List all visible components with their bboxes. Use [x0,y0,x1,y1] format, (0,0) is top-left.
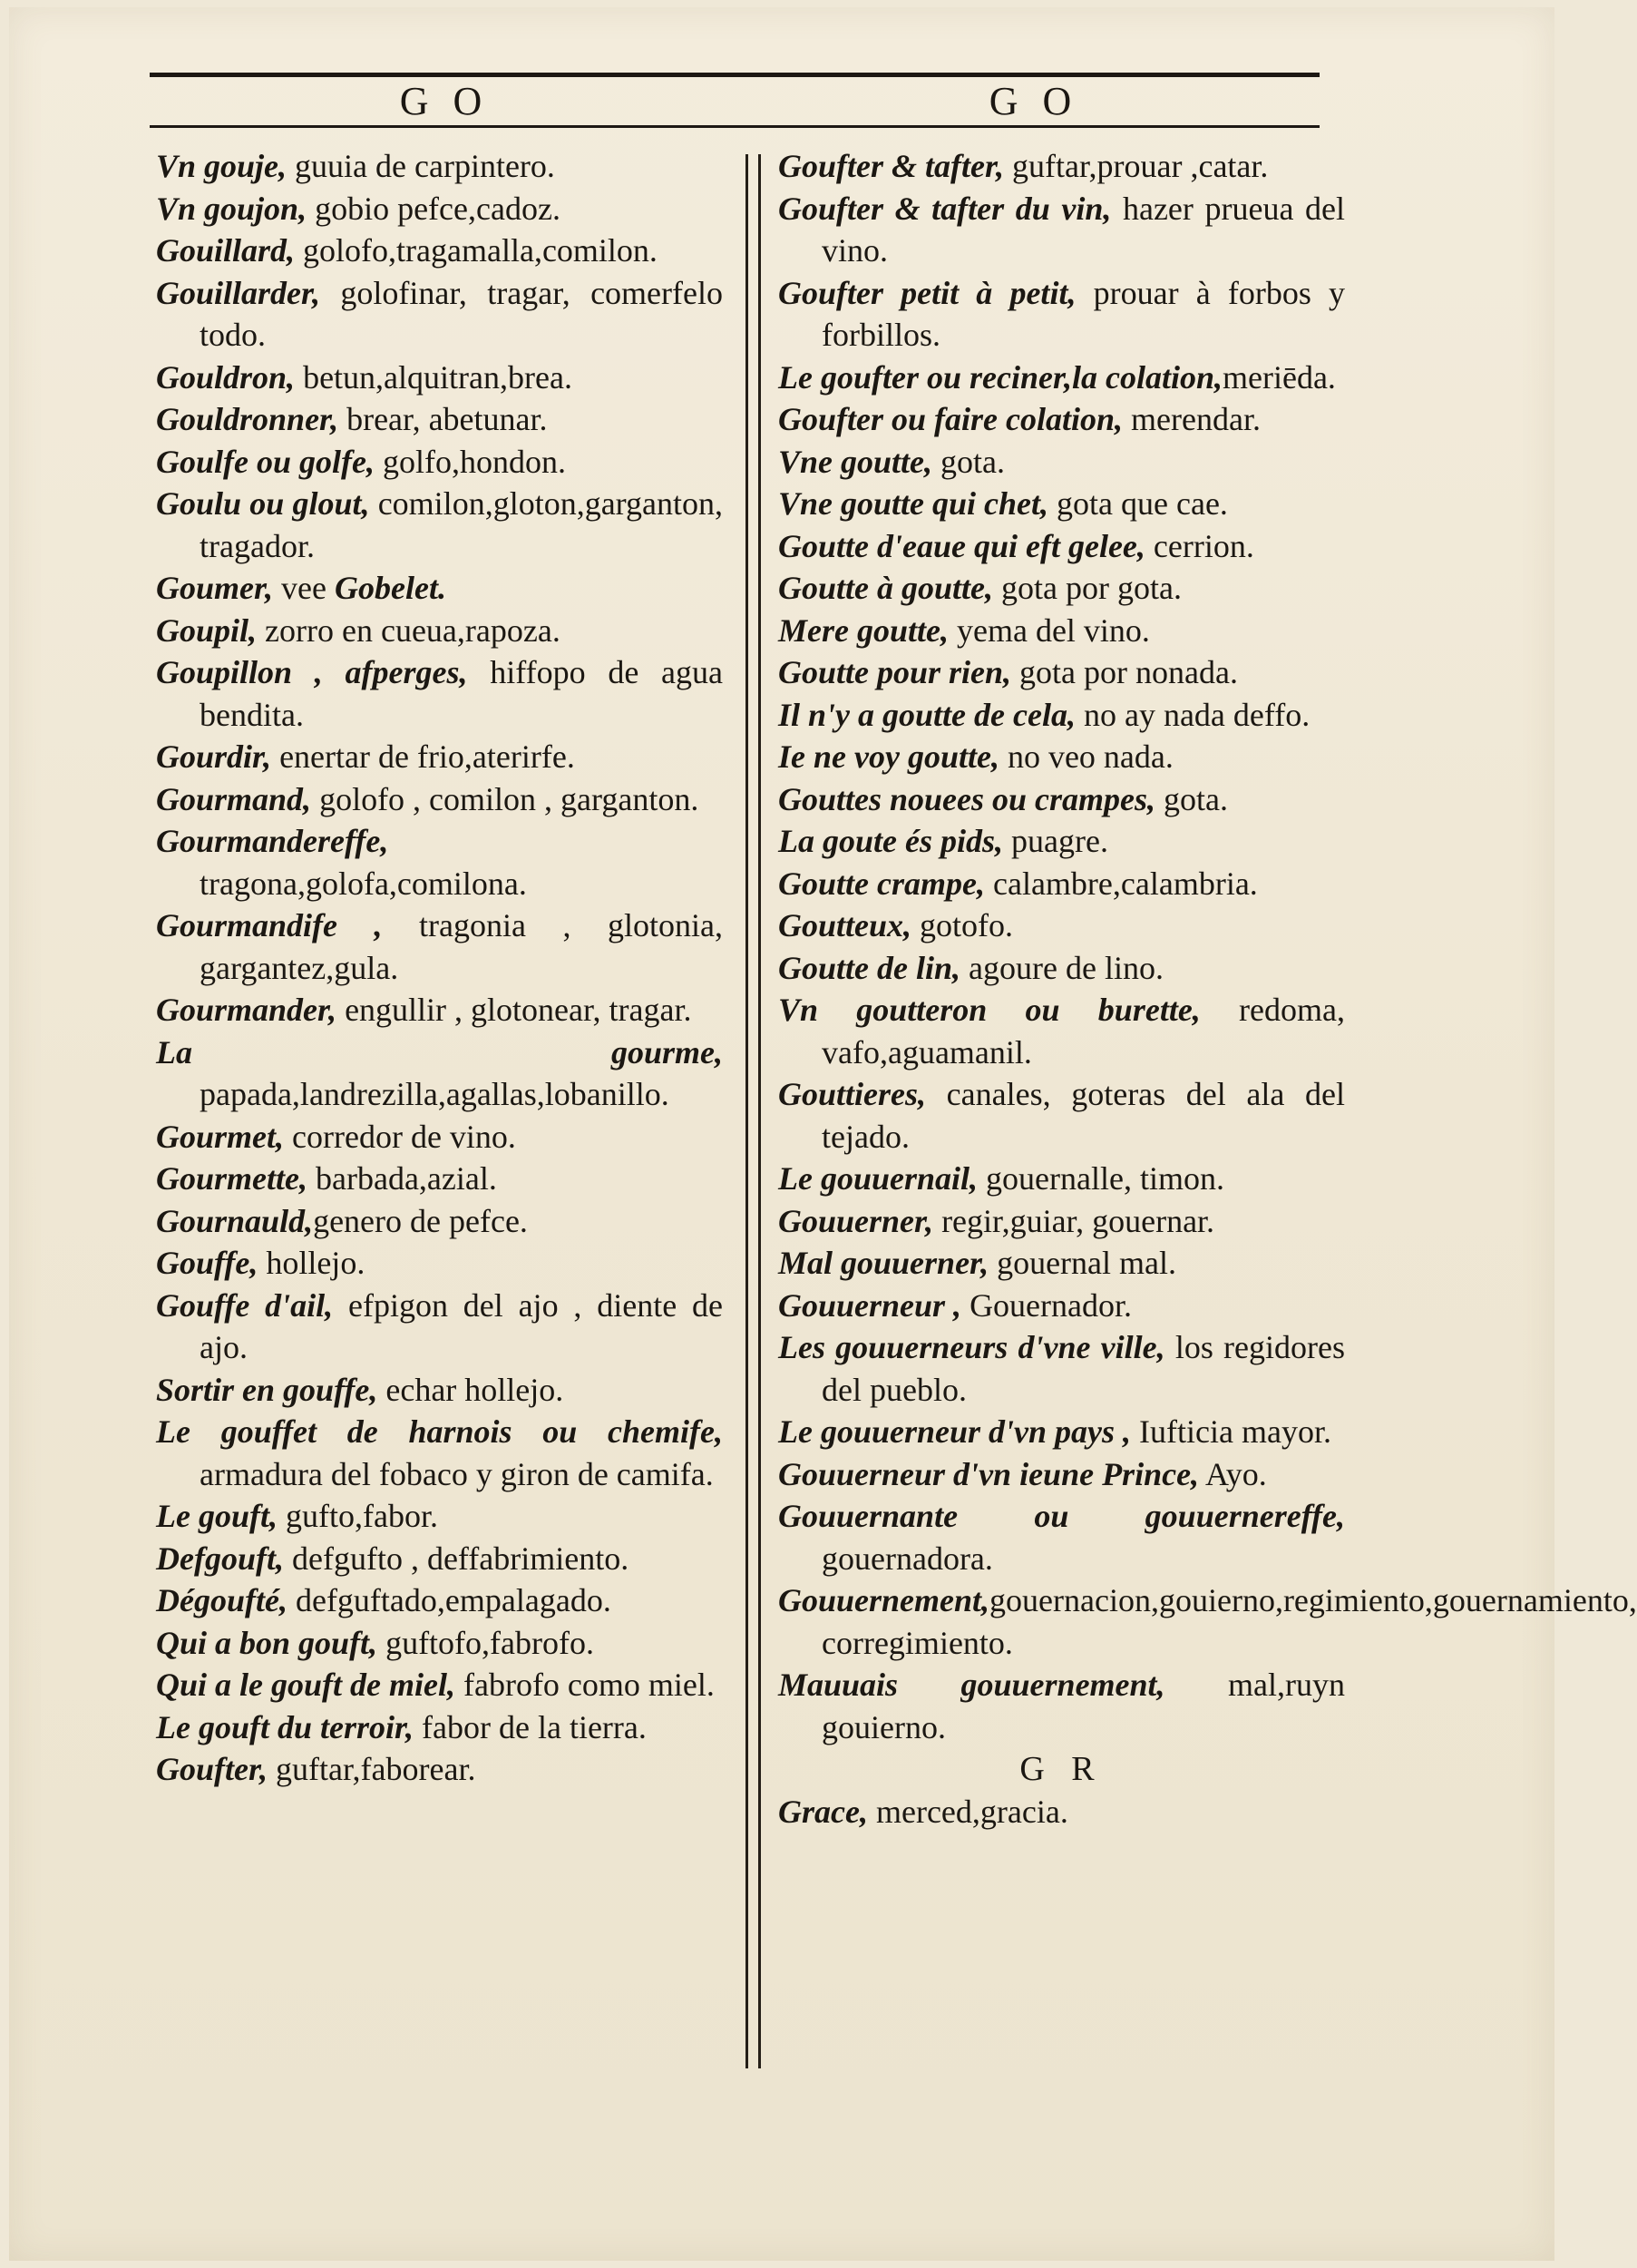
entry-translation: defgufto , deffabrimiento. [283,1540,629,1577]
entry-translation: golofinar, tragar, comerfelo todo. [200,274,723,353]
dictionary-entry [778,188,1345,272]
section-heading: G R [1019,1750,1104,1788]
entry-translation: corredor de vino. [284,1118,516,1155]
entry-headword: Gourmette, [156,1160,307,1197]
entry-headword: Gouuerner, [778,1202,934,1239]
column-divider-right [758,154,761,2068]
dictionary-entry [156,736,723,778]
dictionary-entry [156,1495,723,1538]
dictionary-entry [156,1031,723,1116]
dictionary-entry [778,1242,1345,1285]
dictionary-entry [778,1495,1345,1579]
entry-headword: Le goufter ou reciner,la colation, [778,358,1223,396]
entry-headword: Le gouft, [156,1498,278,1534]
entry-translation: Ayo. [1199,1455,1267,1492]
entry-translation: enertar de frio,aterirfe. [271,738,575,775]
entry-translation: hollejo. [258,1245,365,1281]
entry-translation: Gouernador. [961,1286,1133,1324]
entry-translation: gouernal mal. [989,1245,1177,1281]
entry-translation: gufto,fabor. [277,1498,438,1534]
entry-translation: zorro en cueua,rapoza. [257,611,560,649]
dictionary-entry [778,989,1345,1073]
entry-translation: guuia de carpintero. [287,148,555,184]
entry-translation: regir,guiar, gouernar. [933,1202,1215,1239]
dictionary-entry [156,1706,723,1749]
dictionary-entry [156,483,723,567]
entry-translation: gouernadora. [822,1540,993,1577]
entry-translation: gota que cae. [1048,485,1228,522]
dictionary-entry [156,1158,723,1200]
dictionary-entry [156,1116,723,1158]
entry-headword: Sortir en gouffe, [156,1371,378,1408]
entry-translation: calambre,calambria. [984,865,1258,902]
entry-translation: no veo nada. [999,738,1174,775]
entry-headword: Goutte crampe, [778,865,985,902]
entry-headword: Mauuais gouuernement, [778,1667,1165,1703]
entry-translation: los regidores del pueblo. [822,1329,1345,1408]
dictionary-entry [778,863,1345,905]
entry-translation: canales, goteras del ala del tejado. [822,1076,1345,1155]
left-column [156,145,723,2096]
dictionary-entry [156,1579,723,1622]
dictionary-entry [778,398,1345,441]
dictionary-entry [156,610,723,652]
entry-headword: Goulu ou glout, [156,485,370,522]
dictionary-entry [778,1411,1345,1453]
entry-headword: Goupil, [156,611,258,649]
entry-translation: merendar. [1123,401,1261,437]
entry-translation: agoure de lino. [960,949,1164,986]
entry-translation: tragonia , glotonia, gargantez,gula. [200,907,723,986]
entry-headword: Goutte pour rien, [778,654,1012,690]
entry-headword: Gouuernante ou gouuernereffe, [778,1498,1345,1534]
entry-translation: gota. [1155,780,1229,817]
entry-headword: Gouldron, [156,358,296,396]
entry-headword: Gournauld, [156,1202,314,1239]
dictionary-entry [156,1622,723,1665]
entry-translation: prouar à forbos y forbillos. [822,274,1346,353]
entry-headword: Goumer, [156,570,274,606]
entry-headword: La goute és pids, [778,823,1003,859]
dictionary-entry [778,610,1345,652]
dictionary-entry [778,1285,1345,1327]
dictionary-entry [156,398,723,441]
dictionary-entry [778,778,1345,821]
entry-cross-reference: Gobelet. [335,570,446,606]
dictionary-entry [156,1369,723,1412]
header-rule-top [150,73,1320,77]
entry-headword: Goufter ou faire colation, [778,401,1124,437]
entry-translation: redoma, vafo,aguamanil. [822,992,1345,1070]
dictionary-entry [778,567,1345,610]
running-header-left: G O [399,79,490,123]
entry-headword: Gourmand, [156,780,312,817]
dictionary-entry [156,567,723,610]
dictionary-entry [156,188,723,230]
entry-headword: Goutteux, [778,907,912,943]
entry-translation: Iufticia mayor. [1131,1413,1331,1450]
dictionary-entry [778,1453,1345,1496]
entry-headword: Le gouuerneur d'vn pays , [778,1413,1132,1450]
entry-translation: no ay nada deffo. [1075,696,1311,733]
dictionary-entry [778,904,1345,947]
entry-headword: Goufter, [156,1751,268,1787]
entry-translation: gouernacion,gouierno,regimiento,gouernamiento, corregimiento. [822,1582,1637,1661]
dictionary-entry [778,1579,1637,1664]
entry-translation: defguftado,empalagado. [287,1582,611,1618]
entry-translation: puagre. [1003,823,1108,859]
dictionary-entry [778,272,1345,357]
dictionary-entry [156,1664,723,1706]
right-column [778,145,1637,2096]
header-rule-bottom [150,125,1320,128]
dictionary-entry [778,145,1345,188]
entry-headword: Gouffe, [156,1245,258,1281]
entry-headword: Gourmet, [156,1118,285,1155]
entry-headword: Gouuernement, [778,1582,990,1618]
entry-translation: gobio pefce,cadoz. [307,190,560,227]
entry-headword: Defgouft, [156,1540,284,1577]
entry-translation: betun,alquitran,brea. [295,358,572,396]
entry-headword: Vn gouje, [156,148,287,184]
dictionary-entry [778,1073,1345,1158]
entry-translation: hiffopo de agua bendita. [200,654,723,733]
dictionary-entry [156,1200,723,1243]
entry-headword: Vne goutte, [778,443,933,480]
entry-translation: tragona,golofa,comilona. [200,865,527,902]
entry-translation: gotofo. [911,907,1014,943]
entry-translation: guftar,prouar ,catar. [1004,148,1269,184]
dictionary-entry [778,651,1345,694]
entry-translation: echar hollejo. [377,1371,564,1408]
entry-headword: Le gouft du terroir, [156,1708,414,1745]
dictionary-entry [156,820,723,904]
entry-translation: guftar,faborear. [268,1751,476,1787]
dictionary-entry [778,1326,1345,1411]
entry-translation: gouernalle, timon. [978,1160,1224,1197]
entry-headword: Goufter & tafter, [778,148,1004,184]
entry-translation: yema del vino. [948,611,1150,649]
running-header-right: G O [989,79,1079,123]
dictionary-entry [156,441,723,484]
entry-headword: Ie ne voy goutte, [778,738,999,775]
entry-headword: Goufter & tafter du vin, [778,190,1112,227]
entry-headword: Gourmandereffe, [156,823,389,859]
dictionary-entry [156,1748,723,1791]
dictionary-entry [156,145,723,188]
entry-translation: guftofo,fabrofo. [377,1624,594,1661]
dictionary-entry [156,904,723,989]
entry-headword: Mere goutte, [778,611,949,649]
dictionary-entry [778,736,1345,778]
entry-headword: Gouuerneur , [778,1286,962,1324]
entry-translation: meriēda. [1223,358,1336,396]
entry-translation: gota por gota. [993,570,1182,606]
dictionary-entry [778,947,1345,990]
entry-headword: Vn goutteron ou burette, [778,992,1201,1028]
entry-headword: Gouttes nouees ou crampes, [778,780,1156,817]
column-divider-left [745,154,748,2068]
entry-translation: genero de pefce. [313,1202,528,1239]
entry-headword: Goufter petit à petit, [778,274,1077,311]
dictionary-entry [778,483,1345,525]
entry-translation: fabrofo como miel. [454,1667,715,1703]
dictionary-entry [778,525,1345,568]
entry-translation: barbada,azial. [307,1160,497,1197]
entry-translation: hazer prueua del vino. [822,190,1345,269]
entry-headword: Mal gouuerner, [778,1245,989,1281]
entry-headword: Gouillarder, [156,274,321,311]
entry-headword: Gourmandife , [156,907,383,943]
entry-headword: Dégoufté, [156,1582,287,1618]
entry-translation: engullir , glotonear, tragar. [336,992,692,1028]
dictionary-entry [778,1791,1345,1833]
dictionary-entry [156,1411,723,1495]
entry-headword: Goulfe ou golfe, [156,443,375,480]
entry-headword: Gourdir, [156,738,272,775]
entry-translation: brear, abetunar. [338,401,548,437]
dictionary-entry [156,1242,723,1285]
dictionary-entry [156,989,723,1031]
dictionary-entry [778,694,1345,737]
entry-translation: golofo , comilon , garganton. [311,780,699,817]
entry-translation: gota. [932,443,1005,480]
entry-headword: Goupillon , afperges, [156,654,468,690]
entry-headword: La gourme, [156,1033,723,1070]
dictionary-entry [156,1285,723,1369]
entry-translation: vee [273,570,335,606]
entry-translation: cerrion. [1145,527,1254,564]
entry-headword: Goutte de lin, [778,949,961,986]
dictionary-entry [156,230,723,272]
dictionary-entry [156,357,723,399]
dictionary-entry [778,357,1345,399]
entry-translation: golofo,tragamalla,comilon. [295,232,658,269]
entry-translation: gota por nonada. [1011,654,1238,690]
dictionary-entry [778,1158,1345,1200]
entry-translation: golfo,hondon. [374,443,566,480]
entry-headword: Gouillard, [156,232,296,269]
dictionary-entry [778,820,1345,863]
entry-headword: Goutte à goutte, [778,570,994,606]
entry-headword: Gouldronner, [156,401,339,437]
entry-headword: Il n'y a goutte de cela, [778,696,1076,733]
entry-headword: Les gouuerneurs d'vne ville, [778,1329,1165,1365]
entry-translation: mal,ruyn gouierno. [822,1667,1345,1745]
dictionary-entry [778,441,1345,484]
entry-headword: Vne goutte qui chet, [778,485,1049,522]
entry-headword: Le gouuernail, [778,1160,979,1197]
entry-translation: fabor de la tierra. [414,1708,647,1745]
dictionary-entry [156,651,723,736]
entry-headword: Gouffe d'ail, [156,1286,334,1324]
entry-translation: comilon,gloton,garganton, tragador. [200,485,723,564]
entry-headword: Qui a bon gouft, [156,1624,378,1661]
entry-headword: Le gouffet de harnois ou chemife, [156,1413,723,1450]
entry-headword: Vn goujon, [156,190,307,227]
dictionary-entry [156,272,723,357]
entry-headword: Gourmander, [156,992,337,1028]
entry-headword: Goutte d'eaue qui eft gelee, [778,527,1145,564]
entry-headword: Qui a le gouft de miel, [156,1667,455,1703]
entry-headword: Gouttieres, [778,1076,927,1112]
entry-headword: Gouuerneur d'vn ieune Prince, [778,1455,1200,1492]
dictionary-entry [156,1538,723,1580]
entry-translation: papada,landrezilla,agallas,lobanillo. [200,1076,669,1112]
dictionary-entry [156,778,723,821]
entry-translation: merced,gracia. [867,1793,1068,1830]
entry-headword: Grace, [778,1793,868,1830]
dictionary-entry [778,1664,1345,1748]
entry-translation: efpigon del ajo , diente de ajo. [200,1286,723,1365]
dictionary-entry [778,1200,1345,1243]
entry-translation: armadura del fobaco y giron de camifa. [200,1455,714,1492]
